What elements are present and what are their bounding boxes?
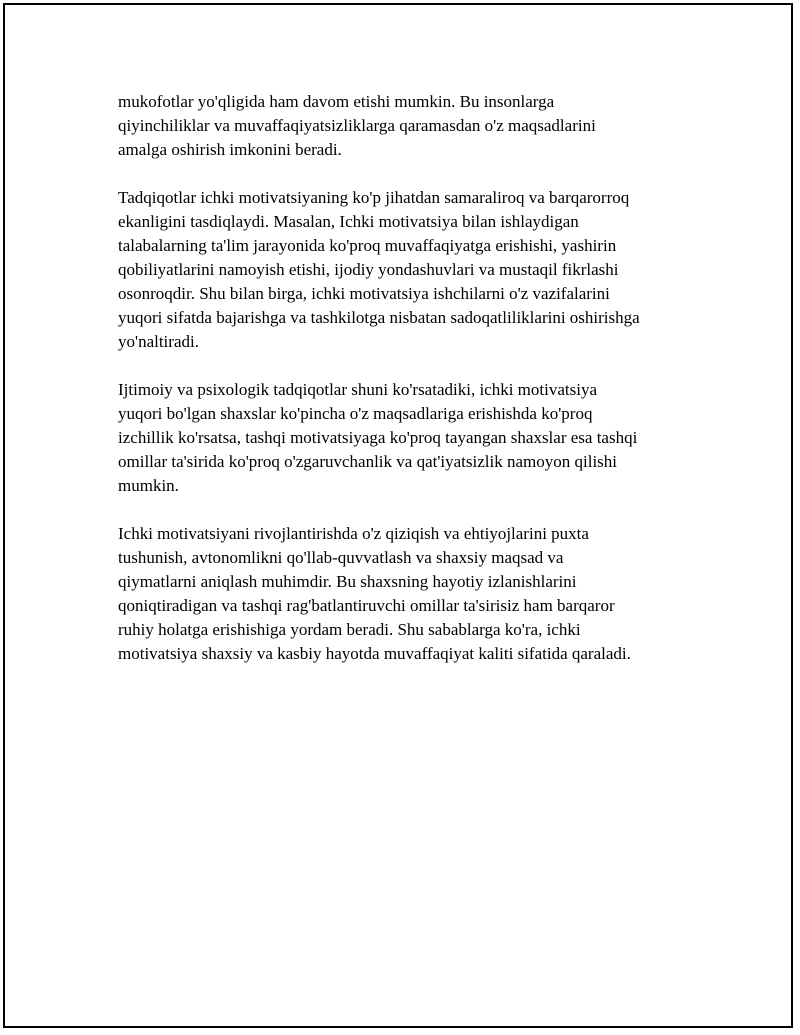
paragraph-3: Ijtimoiy va psixologik tadqiqotlar shuni ko'rsatadiki, ichki motivatsiya yuqori bo'lgan shaxslar ko'pincha o'z maqsadlariga erishishda ko'proq izchillik ko'rsatsa, tashqi motivatsiyaga ko'proq tayangan shaxslar esa tashqi omillar ta'sirida ko'proq o'zgaruvchanlik va qat'iyatsizlik namoyon qilishi mumkin. [118,380,638,495]
paragraph-4: Ichki motivatsiyani rivojlantirishda o'z qiziqish va ehtiyojlarini puxta tushunish, avtonomlikni qo'llab-quvvatlash va shaxsiy maqsad va qiymatlarni aniqlash muhimdir. Bu shaxsning hayotiy izlanishlarini qoniqtiradigan va tashqi rag'batlantiruvchi omillar ta'sirisiz ham barqaror ruhiy holatga erishishiga yordam beradi. Shu sabablarga ko'ra, ichki motivatsiya shaxsiy va kasbiy hayotda muvaffaqiyat kaliti sifatida qaraladi. [118,524,631,663]
paragraph-1: mukofotlar yo'qligida ham davom etishi mumkin. Bu insonlarga qiyinchiliklar va muvaffaqiyatsizliklarga qaramasdan o'z maqsadlarini amalga oshirish imkonini beradi. [118,92,596,159]
paragraph-2: Tadqiqotlar ichki motivatsiyaning ko'p jihatdan samaraliroq va barqarorroq ekanligini tasdiqlaydi. Masalan, Ichki motivatsiya bilan ishlaydigan talabalarning ta'lim jarayonida ko'proq muvaffaqiyatga erishishi, yashirin qobiliyatlarini namoyish etishi, ijodiy yondashuvlari va mustaqil fikrlashi osonroqdir. Shu bilan birga, ichki motivatsiya ishchilarni o'z vazifalarini yuqori sifatda bajarishga va tashkilotga nisbatan sadoqatliliklarini oshirishga yo'naltiradi. [118,188,640,351]
document-body [118,90,698,690]
